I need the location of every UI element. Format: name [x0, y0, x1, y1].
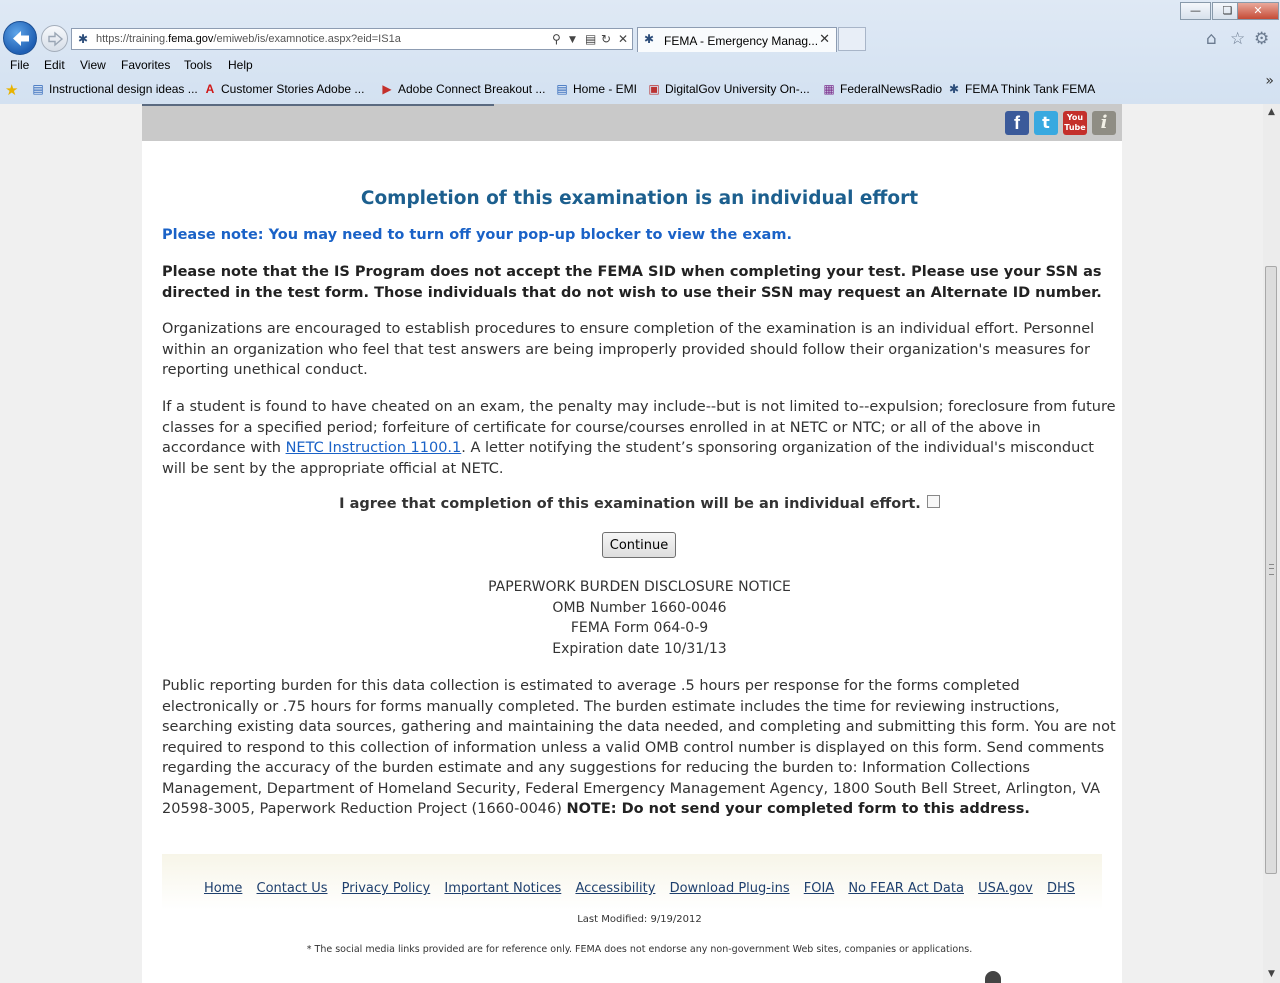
gear-icon[interactable]: ⚙ [1254, 29, 1270, 49]
chevron-more-icon[interactable]: » [1265, 73, 1274, 89]
agreement-row [142, 496, 1137, 512]
favorites-bar [0, 73, 1280, 101]
popup-blocker-note: Please note: You may need to turn off your pop-up blocker to view the exam. [162, 227, 792, 243]
burden-paragraph [162, 676, 1117, 820]
youtube-bottom-text: Tube [1064, 123, 1086, 132]
footer-link-important-notices[interactable]: Important Notices [444, 881, 562, 896]
favorites-star-icon[interactable]: ☆ [1230, 29, 1246, 49]
compatibility-icon[interactable]: ▤ [585, 32, 597, 46]
browser-tab[interactable] [637, 27, 837, 52]
social-media-disclaimer: * The social media links provided are for reference only. FEMA does not endorse any non-government Web sites, companies or applications. [306, 944, 973, 955]
dropdown-icon[interactable]: ▼ [569, 35, 576, 45]
header-divider [142, 104, 494, 106]
twitter-letter: t [1042, 113, 1050, 132]
footer-link-accessibility[interactable]: Accessibility [575, 881, 656, 896]
back-button[interactable] [3, 21, 37, 55]
menu-bar [0, 56, 1280, 76]
footer-link-dhs[interactable]: DHS [1046, 881, 1076, 896]
browser-chrome [0, 0, 1280, 104]
footer-link-no-fear-act[interactable]: No FEAR Act Data [848, 881, 964, 896]
tab-favicon-icon: ✱ [644, 32, 655, 46]
tab-title: FEMA - Emergency Manag... [664, 34, 819, 48]
restore-button[interactable]: ❏ [1212, 2, 1243, 20]
fema-form: FEMA Form 064-0-9 [570, 620, 709, 636]
last-modified: Last Modified: 9/19/2012 [577, 914, 702, 925]
footer-link-contact-us[interactable]: Contact Us [256, 881, 328, 896]
agreement-checkbox[interactable] [927, 495, 940, 508]
favorite-link[interactable]: ▣ DigitalGov University On-... [648, 82, 810, 96]
page-title: Completion of this examination is an individual effort [360, 188, 919, 209]
vertical-scrollbar[interactable] [1263, 104, 1280, 983]
facebook-letter: f [1014, 113, 1020, 133]
scroll-up-icon[interactable]: ▲ [1268, 107, 1275, 117]
header-band [142, 104, 1122, 141]
burden-note: NOTE: Do not send your completed form to this address. [566, 801, 1030, 817]
window-close-button[interactable]: ✕ [1237, 2, 1279, 20]
burden-title: PAPERWORK BURDEN DISCLOSURE NOTICE [488, 579, 791, 595]
favorite-link[interactable]: ▶ Adobe Connect Breakout ... [380, 82, 545, 96]
favorites-bar-star-icon[interactable]: ★ [5, 81, 19, 99]
favorite-link[interactable]: ✱ FEMA Think Tank FEMA [948, 82, 1096, 96]
ie-page-icon: ▤ [556, 82, 568, 96]
menu-view[interactable]: View [80, 58, 106, 72]
minimize-button[interactable]: — [1180, 2, 1211, 20]
fema-seal-icon: ✱ [948, 82, 960, 96]
new-tab-button[interactable] [838, 27, 866, 51]
paperwork-burden-notice [142, 577, 1137, 659]
gov-page-icon: ▣ [648, 82, 660, 96]
adobe-icon: A [205, 82, 215, 96]
favorite-link[interactable]: ▤ Instructional design ideas ... [32, 82, 198, 96]
footer-link-home[interactable]: Home [203, 881, 243, 896]
youtube-icon: ▶ [382, 82, 392, 96]
site-favicon-icon: ✱ [78, 32, 89, 46]
scrollbar-thumb[interactable] [1265, 266, 1277, 874]
twitter-icon[interactable] [1034, 111, 1058, 135]
ssn-note: Please note that the IS Program does not accept the FEMA SID when completing your test. Please use your SSN as directed in the test form. Those individuals that do not wish to use their SSN may request an Alternate ID number. [162, 264, 1102, 301]
cheating-paragraph [162, 397, 1117, 479]
cheating-text-end: . A letter notifying the student’s sponsoring organization of the individual's misconduct will be sent by the appropriate official at NETC. [162, 440, 1094, 477]
forward-icon [42, 26, 69, 53]
address-url[interactable]: https://training.fema.gov/emiweb/is/examnotice.aspx?eid=IS1a [96, 33, 401, 45]
cursor-icon [985, 971, 1001, 983]
menu-tools[interactable]: Tools [184, 58, 213, 72]
address-bar[interactable] [71, 28, 633, 50]
youtube-icon[interactable] [1063, 111, 1087, 135]
organizations-paragraph: Organizations are encouraged to establish procedures to ensure completion of the examination is an individual effort. Personnel within an organization who feel that test answers are being improperly provided should follow their organization's measures for reporting unethical conduct. [162, 321, 1095, 378]
continue-button[interactable]: Continue [602, 532, 676, 558]
forward-button[interactable] [41, 25, 68, 52]
back-icon [4, 22, 38, 56]
page-content [142, 104, 1122, 983]
menu-file[interactable]: File [10, 58, 30, 72]
footer-link-foia[interactable]: FOIA [803, 881, 835, 896]
search-icon[interactable]: ⚲ [552, 32, 561, 46]
info-icon[interactable] [1092, 111, 1116, 135]
footer-link-usa-gov[interactable]: USA.gov [978, 881, 1033, 896]
footer-link-privacy-policy[interactable]: Privacy Policy [341, 881, 431, 896]
grip-icon [1269, 564, 1274, 575]
news-icon: ▦ [823, 82, 835, 96]
refresh-icon[interactable]: ↻ [601, 32, 612, 46]
footer-links [142, 881, 1137, 896]
home-icon[interactable]: ⌂ [1206, 29, 1217, 49]
burden-text: Public reporting burden for this data collection is estimated to average .5 hours per response for the forms completed electronically or .75 hours for forms manually completed. The burden estimate includes the time for reviewing instructions, searching existing data sources, gathering and maintaining the data needed, and completing and submitting this form. You are not required to respond to this collection of information unless a valid OMB control number is displayed on this form. Send comments regarding the accuracy of the burden estimate and any suggestions for reducing the burden to: Information Collections Management, Department of Homeland Security, Federal Emergency Management Agency, 1800 South Bell Street, Arlington, VA 20598-3005, Paperwork Reduction Project (1660-0046) [162, 678, 1116, 817]
netc-instruction-link[interactable]: NETC Instruction 1100.1 [285, 440, 462, 456]
cheating-text: If a student is found to have cheated on an exam, the penalty may include--but is not limited to--expulsion; foreclosure from future classes for a specified period; forfeiture of certificate for course/courses enrolled in at NETC or NTC; or all of the above in accordance with [162, 399, 1116, 456]
youtube-top-text: You [1066, 113, 1084, 122]
facebook-icon[interactable] [1005, 111, 1029, 135]
scroll-down-icon[interactable]: ▼ [1268, 969, 1275, 979]
agreement-label: I agree that completion of this examination will be an individual effort. [339, 496, 921, 512]
omb-number: OMB Number 1660-0046 [552, 599, 727, 616]
info-letter: i [1100, 112, 1108, 133]
menu-edit[interactable]: Edit [44, 58, 65, 72]
favorite-link[interactable]: A Customer Stories Adobe ... [203, 82, 364, 96]
menu-help[interactable]: Help [228, 58, 253, 72]
ie-page-icon: ▤ [32, 82, 44, 96]
favorite-link[interactable]: ▤ Home - EMI [556, 82, 638, 96]
footer-link-download-plugins[interactable]: Download Plug-ins [669, 881, 790, 896]
expiration-date: Expiration date 10/31/13 [552, 640, 727, 657]
stop-icon[interactable]: ✕ [618, 32, 629, 46]
menu-favorites[interactable]: Favorites [121, 58, 171, 72]
tab-close-icon[interactable]: ✕ [819, 32, 830, 47]
favorite-link[interactable]: ▦ FederalNewsRadio [823, 82, 943, 96]
